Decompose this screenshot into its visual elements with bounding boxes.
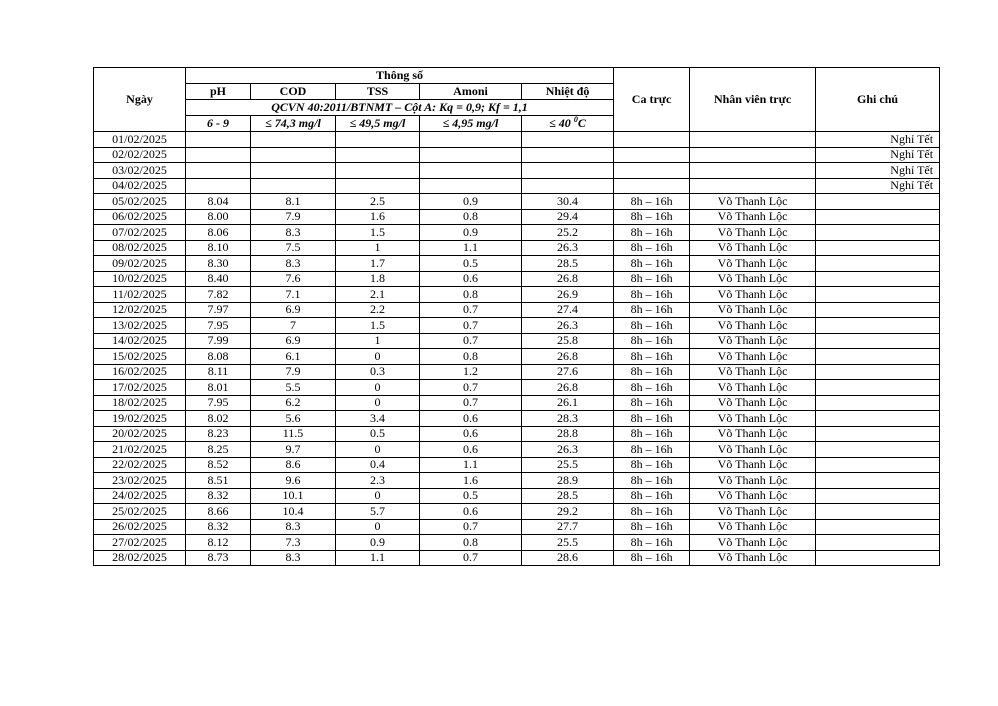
- cell-tss: 1.1: [336, 550, 420, 566]
- cell-tss: 1.7: [336, 256, 420, 272]
- cell-note: [816, 256, 940, 272]
- cell-shift: 8h – 16h: [614, 225, 690, 241]
- cell-ph: 8.32: [186, 519, 251, 535]
- cell-ph: 8.25: [186, 442, 251, 458]
- cell-tss: 0.5: [336, 426, 420, 442]
- table-row: [94, 225, 940, 241]
- cell-temperature: 26.8: [522, 380, 614, 396]
- cell-date: 23/02/2025: [94, 473, 186, 489]
- cell-ph: 8.12: [186, 535, 251, 551]
- cell-date: 10/02/2025: [94, 271, 186, 287]
- cell-tss: [336, 147, 420, 163]
- cell-temperature: 25.5: [522, 535, 614, 551]
- cell-tss: 0: [336, 380, 420, 396]
- cell-ph: 7.82: [186, 287, 251, 303]
- cell-date: 25/02/2025: [94, 504, 186, 520]
- cell-temperature: [522, 178, 614, 194]
- cell-temperature: 25.8: [522, 333, 614, 349]
- cell-temperature: [522, 132, 614, 148]
- cell-temperature: 28.3: [522, 411, 614, 427]
- cell-ph: 8.73: [186, 550, 251, 566]
- cell-amoni: 0.6: [420, 442, 522, 458]
- cell-date: 20/02/2025: [94, 426, 186, 442]
- cell-staff: Võ Thanh Lộc: [690, 473, 816, 489]
- cell-amoni: 0.6: [420, 411, 522, 427]
- cell-cod: [251, 178, 336, 194]
- cell-date: 28/02/2025: [94, 550, 186, 566]
- cell-note: [816, 457, 940, 473]
- cell-date: 17/02/2025: [94, 380, 186, 396]
- cell-date: 05/02/2025: [94, 194, 186, 210]
- col-header-tss: TSS: [336, 84, 420, 100]
- cell-temperature: 25.2: [522, 225, 614, 241]
- table-row: [94, 442, 940, 458]
- table-row: [94, 504, 940, 520]
- cell-staff: Võ Thanh Lộc: [690, 442, 816, 458]
- cell-ph: 8.00: [186, 209, 251, 225]
- cell-temperature: [522, 147, 614, 163]
- cell-temperature: 27.6: [522, 364, 614, 380]
- cell-tss: 0: [336, 519, 420, 535]
- cell-amoni: 0.7: [420, 380, 522, 396]
- cell-date: 15/02/2025: [94, 349, 186, 365]
- cell-amoni: 0.7: [420, 318, 522, 334]
- limit-ph: 6 - 9: [186, 116, 251, 132]
- cell-shift: 8h – 16h: [614, 535, 690, 551]
- cell-temperature: 27.4: [522, 302, 614, 318]
- cell-cod: 7.9: [251, 209, 336, 225]
- cell-staff: Võ Thanh Lộc: [690, 426, 816, 442]
- cell-ph: 7.95: [186, 318, 251, 334]
- cell-ph: [186, 132, 251, 148]
- cell-note: [816, 426, 940, 442]
- cell-date: 13/02/2025: [94, 318, 186, 334]
- cell-note: [816, 519, 940, 535]
- cell-date: 06/02/2025: [94, 209, 186, 225]
- cell-amoni: 0.6: [420, 504, 522, 520]
- cell-date: 07/02/2025: [94, 225, 186, 241]
- cell-ph: [186, 163, 251, 179]
- table-row: [94, 364, 940, 380]
- cell-cod: 8.1: [251, 194, 336, 210]
- cell-tss: 2.2: [336, 302, 420, 318]
- cell-cod: 8.3: [251, 519, 336, 535]
- cell-staff: Võ Thanh Lộc: [690, 225, 816, 241]
- table-row: [94, 411, 940, 427]
- cell-shift: 8h – 16h: [614, 256, 690, 272]
- cell-cod: 7.5: [251, 240, 336, 256]
- cell-amoni: 0.6: [420, 271, 522, 287]
- col-header-shift: Ca trực: [614, 68, 690, 132]
- cell-cod: 10.1: [251, 488, 336, 504]
- cell-ph: 7.97: [186, 302, 251, 318]
- cell-amoni: 0.8: [420, 349, 522, 365]
- cell-note: [816, 271, 940, 287]
- cell-cod: [251, 147, 336, 163]
- cell-amoni: 0.5: [420, 488, 522, 504]
- cell-date: 03/02/2025: [94, 163, 186, 179]
- cell-note: [816, 535, 940, 551]
- cell-staff: Võ Thanh Lộc: [690, 550, 816, 566]
- cell-date: 14/02/2025: [94, 333, 186, 349]
- table-header: [94, 68, 940, 132]
- cell-amoni: 1.1: [420, 240, 522, 256]
- cell-date: 26/02/2025: [94, 519, 186, 535]
- cell-amoni: 0.8: [420, 535, 522, 551]
- table-row: [94, 395, 940, 411]
- standard-reference: QCVN 40:2011/BTNMT – Cột A: Kq = 0,9; Kf = 1,1: [186, 100, 614, 116]
- cell-shift: 8h – 16h: [614, 240, 690, 256]
- cell-amoni: 0.5: [420, 256, 522, 272]
- cell-shift: [614, 178, 690, 194]
- cell-temperature: 26.3: [522, 442, 614, 458]
- cell-temperature: 28.5: [522, 488, 614, 504]
- cell-ph: 7.95: [186, 395, 251, 411]
- cell-amoni: 0.7: [420, 550, 522, 566]
- cell-temperature: 28.6: [522, 550, 614, 566]
- table-row: [94, 302, 940, 318]
- cell-shift: [614, 163, 690, 179]
- monitoring-log-table: [93, 67, 940, 566]
- cell-note: [816, 442, 940, 458]
- cell-ph: 8.66: [186, 504, 251, 520]
- cell-shift: 8h – 16h: [614, 426, 690, 442]
- cell-tss: [336, 178, 420, 194]
- cell-cod: 8.3: [251, 550, 336, 566]
- cell-note: [816, 380, 940, 396]
- cell-cod: 5.5: [251, 380, 336, 396]
- cell-temperature: 26.9: [522, 287, 614, 303]
- cell-tss: 3.4: [336, 411, 420, 427]
- cell-date: 24/02/2025: [94, 488, 186, 504]
- cell-shift: 8h – 16h: [614, 364, 690, 380]
- limit-cod: ≤ 74,3 mg/l: [251, 116, 336, 132]
- cell-amoni: 1.2: [420, 364, 522, 380]
- table-row: [94, 473, 940, 489]
- cell-cod: 7: [251, 318, 336, 334]
- cell-tss: 5.7: [336, 504, 420, 520]
- cell-ph: 8.04: [186, 194, 251, 210]
- cell-note: Nghỉ Tết: [816, 163, 940, 179]
- cell-note: Nghỉ Tết: [816, 132, 940, 148]
- cell-amoni: [420, 147, 522, 163]
- table-row: [94, 178, 940, 194]
- col-header-amoni: Amoni: [420, 84, 522, 100]
- cell-date: 19/02/2025: [94, 411, 186, 427]
- cell-ph: 8.10: [186, 240, 251, 256]
- cell-staff: Võ Thanh Lộc: [690, 302, 816, 318]
- cell-staff: [690, 147, 816, 163]
- limit-amoni: ≤ 4,95 mg/l: [420, 116, 522, 132]
- cell-ph: 8.51: [186, 473, 251, 489]
- cell-amoni: [420, 178, 522, 194]
- table-row: [94, 380, 940, 396]
- col-header-note: Ghi chú: [816, 68, 940, 132]
- cell-date: 27/02/2025: [94, 535, 186, 551]
- cell-staff: Võ Thanh Lộc: [690, 395, 816, 411]
- cell-staff: Võ Thanh Lộc: [690, 287, 816, 303]
- cell-staff: Võ Thanh Lộc: [690, 271, 816, 287]
- cell-note: [816, 488, 940, 504]
- cell-amoni: 1.1: [420, 457, 522, 473]
- table-row: [94, 535, 940, 551]
- cell-temperature: 26.1: [522, 395, 614, 411]
- table-row: [94, 333, 940, 349]
- cell-shift: 8h – 16h: [614, 550, 690, 566]
- cell-cod: 6.9: [251, 333, 336, 349]
- cell-date: 04/02/2025: [94, 178, 186, 194]
- cell-shift: 8h – 16h: [614, 411, 690, 427]
- cell-amoni: 0.7: [420, 519, 522, 535]
- cell-note: [816, 395, 940, 411]
- cell-ph: [186, 178, 251, 194]
- cell-cod: 8.3: [251, 225, 336, 241]
- cell-ph: 8.30: [186, 256, 251, 272]
- cell-temperature: 27.7: [522, 519, 614, 535]
- cell-date: 11/02/2025: [94, 287, 186, 303]
- cell-tss: 1: [336, 333, 420, 349]
- cell-shift: 8h – 16h: [614, 504, 690, 520]
- cell-staff: Võ Thanh Lộc: [690, 504, 816, 520]
- table-row: [94, 287, 940, 303]
- cell-temperature: 26.3: [522, 318, 614, 334]
- cell-note: [816, 225, 940, 241]
- cell-staff: [690, 178, 816, 194]
- cell-staff: Võ Thanh Lộc: [690, 349, 816, 365]
- cell-ph: 8.23: [186, 426, 251, 442]
- cell-shift: 8h – 16h: [614, 442, 690, 458]
- cell-shift: 8h – 16h: [614, 287, 690, 303]
- cell-date: 22/02/2025: [94, 457, 186, 473]
- table-row: [94, 256, 940, 272]
- cell-amoni: 0.8: [420, 287, 522, 303]
- cell-temperature: 26.8: [522, 271, 614, 287]
- cell-staff: Võ Thanh Lộc: [690, 318, 816, 334]
- cell-note: [816, 364, 940, 380]
- table-row: [94, 147, 940, 163]
- cell-ph: 8.11: [186, 364, 251, 380]
- cell-date: 16/02/2025: [94, 364, 186, 380]
- limit-temperature: ≤ 40 $^0$C: [522, 116, 614, 132]
- table-body: [94, 132, 940, 566]
- cell-tss: 0.9: [336, 535, 420, 551]
- cell-cod: 6.2: [251, 395, 336, 411]
- cell-staff: Võ Thanh Lộc: [690, 411, 816, 427]
- cell-date: 12/02/2025: [94, 302, 186, 318]
- limit-tss: ≤ 49,5 mg/l: [336, 116, 420, 132]
- cell-ph: 7.99: [186, 333, 251, 349]
- cell-note: [816, 349, 940, 365]
- cell-shift: [614, 147, 690, 163]
- cell-temperature: 29.4: [522, 209, 614, 225]
- table-row: [94, 240, 940, 256]
- cell-cod: 10.4: [251, 504, 336, 520]
- cell-tss: 1.8: [336, 271, 420, 287]
- cell-tss: 1.5: [336, 225, 420, 241]
- table-row: [94, 318, 940, 334]
- cell-note: [816, 302, 940, 318]
- cell-temperature: [522, 163, 614, 179]
- cell-tss: 2.5: [336, 194, 420, 210]
- cell-amoni: 0.6: [420, 426, 522, 442]
- cell-staff: Võ Thanh Lộc: [690, 256, 816, 272]
- cell-staff: Võ Thanh Lộc: [690, 240, 816, 256]
- cell-date: 08/02/2025: [94, 240, 186, 256]
- cell-shift: 8h – 16h: [614, 473, 690, 489]
- cell-amoni: 0.8: [420, 209, 522, 225]
- cell-temperature: 30.4: [522, 194, 614, 210]
- col-header-ph: pH: [186, 84, 251, 100]
- cell-tss: 0.4: [336, 457, 420, 473]
- table-row: [94, 519, 940, 535]
- cell-date: 21/02/2025: [94, 442, 186, 458]
- cell-staff: Võ Thanh Lộc: [690, 519, 816, 535]
- cell-shift: [614, 132, 690, 148]
- cell-note: [816, 550, 940, 566]
- cell-shift: 8h – 16h: [614, 519, 690, 535]
- cell-date: 02/02/2025: [94, 147, 186, 163]
- cell-tss: 1: [336, 240, 420, 256]
- cell-shift: 8h – 16h: [614, 318, 690, 334]
- cell-cod: 7.9: [251, 364, 336, 380]
- table-row: [94, 209, 940, 225]
- cell-cod: 7.6: [251, 271, 336, 287]
- cell-amoni: 1.6: [420, 473, 522, 489]
- cell-temperature: 28.8: [522, 426, 614, 442]
- cell-amoni: 0.9: [420, 194, 522, 210]
- cell-tss: 1.6: [336, 209, 420, 225]
- cell-cod: 6.9: [251, 302, 336, 318]
- cell-shift: 8h – 16h: [614, 271, 690, 287]
- cell-note: [816, 411, 940, 427]
- cell-date: 01/02/2025: [94, 132, 186, 148]
- table-row: [94, 163, 940, 179]
- cell-staff: Võ Thanh Lộc: [690, 333, 816, 349]
- cell-note: [816, 504, 940, 520]
- cell-cod: 5.6: [251, 411, 336, 427]
- cell-temperature: 26.8: [522, 349, 614, 365]
- table-row: [94, 426, 940, 442]
- cell-amoni: [420, 132, 522, 148]
- cell-amoni: 0.7: [420, 302, 522, 318]
- cell-cod: 11.5: [251, 426, 336, 442]
- cell-cod: [251, 132, 336, 148]
- cell-tss: [336, 132, 420, 148]
- cell-note: [816, 473, 940, 489]
- cell-ph: 8.32: [186, 488, 251, 504]
- cell-staff: [690, 132, 816, 148]
- cell-shift: 8h – 16h: [614, 302, 690, 318]
- cell-note: [816, 287, 940, 303]
- table-row: [94, 349, 940, 365]
- cell-amoni: [420, 163, 522, 179]
- cell-shift: 8h – 16h: [614, 194, 690, 210]
- cell-note: [816, 333, 940, 349]
- cell-amoni: 0.9: [420, 225, 522, 241]
- cell-tss: [336, 163, 420, 179]
- cell-temperature: 25.5: [522, 457, 614, 473]
- cell-ph: 8.08: [186, 349, 251, 365]
- cell-note: [816, 194, 940, 210]
- table-row: [94, 132, 940, 148]
- col-header-day: Ngày: [94, 68, 186, 132]
- cell-tss: 2.1: [336, 287, 420, 303]
- col-header-parameters: Thông số: [186, 68, 614, 84]
- cell-tss: 0: [336, 488, 420, 504]
- cell-staff: Võ Thanh Lộc: [690, 364, 816, 380]
- cell-ph: 8.02: [186, 411, 251, 427]
- cell-cod: 8.6: [251, 457, 336, 473]
- col-header-temperature: Nhiệt độ: [522, 84, 614, 100]
- cell-tss: 0: [336, 349, 420, 365]
- cell-shift: 8h – 16h: [614, 209, 690, 225]
- cell-ph: [186, 147, 251, 163]
- table-row: [94, 457, 940, 473]
- cell-shift: 8h – 16h: [614, 333, 690, 349]
- cell-tss: 2.3: [336, 473, 420, 489]
- cell-note: [816, 209, 940, 225]
- cell-shift: 8h – 16h: [614, 457, 690, 473]
- cell-temperature: 28.9: [522, 473, 614, 489]
- cell-cod: 6.1: [251, 349, 336, 365]
- cell-shift: 8h – 16h: [614, 380, 690, 396]
- cell-note: Nghỉ Tết: [816, 147, 940, 163]
- cell-temperature: 28.5: [522, 256, 614, 272]
- cell-date: 09/02/2025: [94, 256, 186, 272]
- cell-tss: 1.5: [336, 318, 420, 334]
- table-row: [94, 488, 940, 504]
- cell-cod: 7.3: [251, 535, 336, 551]
- table-row: [94, 194, 940, 210]
- cell-amoni: 0.7: [420, 395, 522, 411]
- col-header-staff: Nhân viên trực: [690, 68, 816, 132]
- table-row: [94, 550, 940, 566]
- cell-staff: Võ Thanh Lộc: [690, 380, 816, 396]
- cell-temperature: 29.2: [522, 504, 614, 520]
- col-header-cod: COD: [251, 84, 336, 100]
- cell-staff: Võ Thanh Lộc: [690, 488, 816, 504]
- cell-ph: 8.01: [186, 380, 251, 396]
- cell-amoni: 0.7: [420, 333, 522, 349]
- cell-staff: Võ Thanh Lộc: [690, 194, 816, 210]
- cell-tss: 0: [336, 442, 420, 458]
- cell-note: Nghỉ Tết: [816, 178, 940, 194]
- cell-cod: 7.1: [251, 287, 336, 303]
- cell-note: [816, 318, 940, 334]
- cell-date: 18/02/2025: [94, 395, 186, 411]
- cell-shift: 8h – 16h: [614, 488, 690, 504]
- cell-cod: 9.6: [251, 473, 336, 489]
- cell-ph: 8.52: [186, 457, 251, 473]
- cell-shift: 8h – 16h: [614, 395, 690, 411]
- cell-tss: 0.3: [336, 364, 420, 380]
- cell-staff: Võ Thanh Lộc: [690, 457, 816, 473]
- table-row: [94, 271, 940, 287]
- cell-cod: [251, 163, 336, 179]
- cell-ph: 8.40: [186, 271, 251, 287]
- cell-temperature: 26.3: [522, 240, 614, 256]
- cell-shift: 8h – 16h: [614, 349, 690, 365]
- cell-staff: Võ Thanh Lộc: [690, 535, 816, 551]
- cell-cod: 8.3: [251, 256, 336, 272]
- cell-ph: 8.06: [186, 225, 251, 241]
- cell-note: [816, 240, 940, 256]
- cell-cod: 9.7: [251, 442, 336, 458]
- cell-staff: Võ Thanh Lộc: [690, 209, 816, 225]
- cell-staff: [690, 163, 816, 179]
- cell-tss: 0: [336, 395, 420, 411]
